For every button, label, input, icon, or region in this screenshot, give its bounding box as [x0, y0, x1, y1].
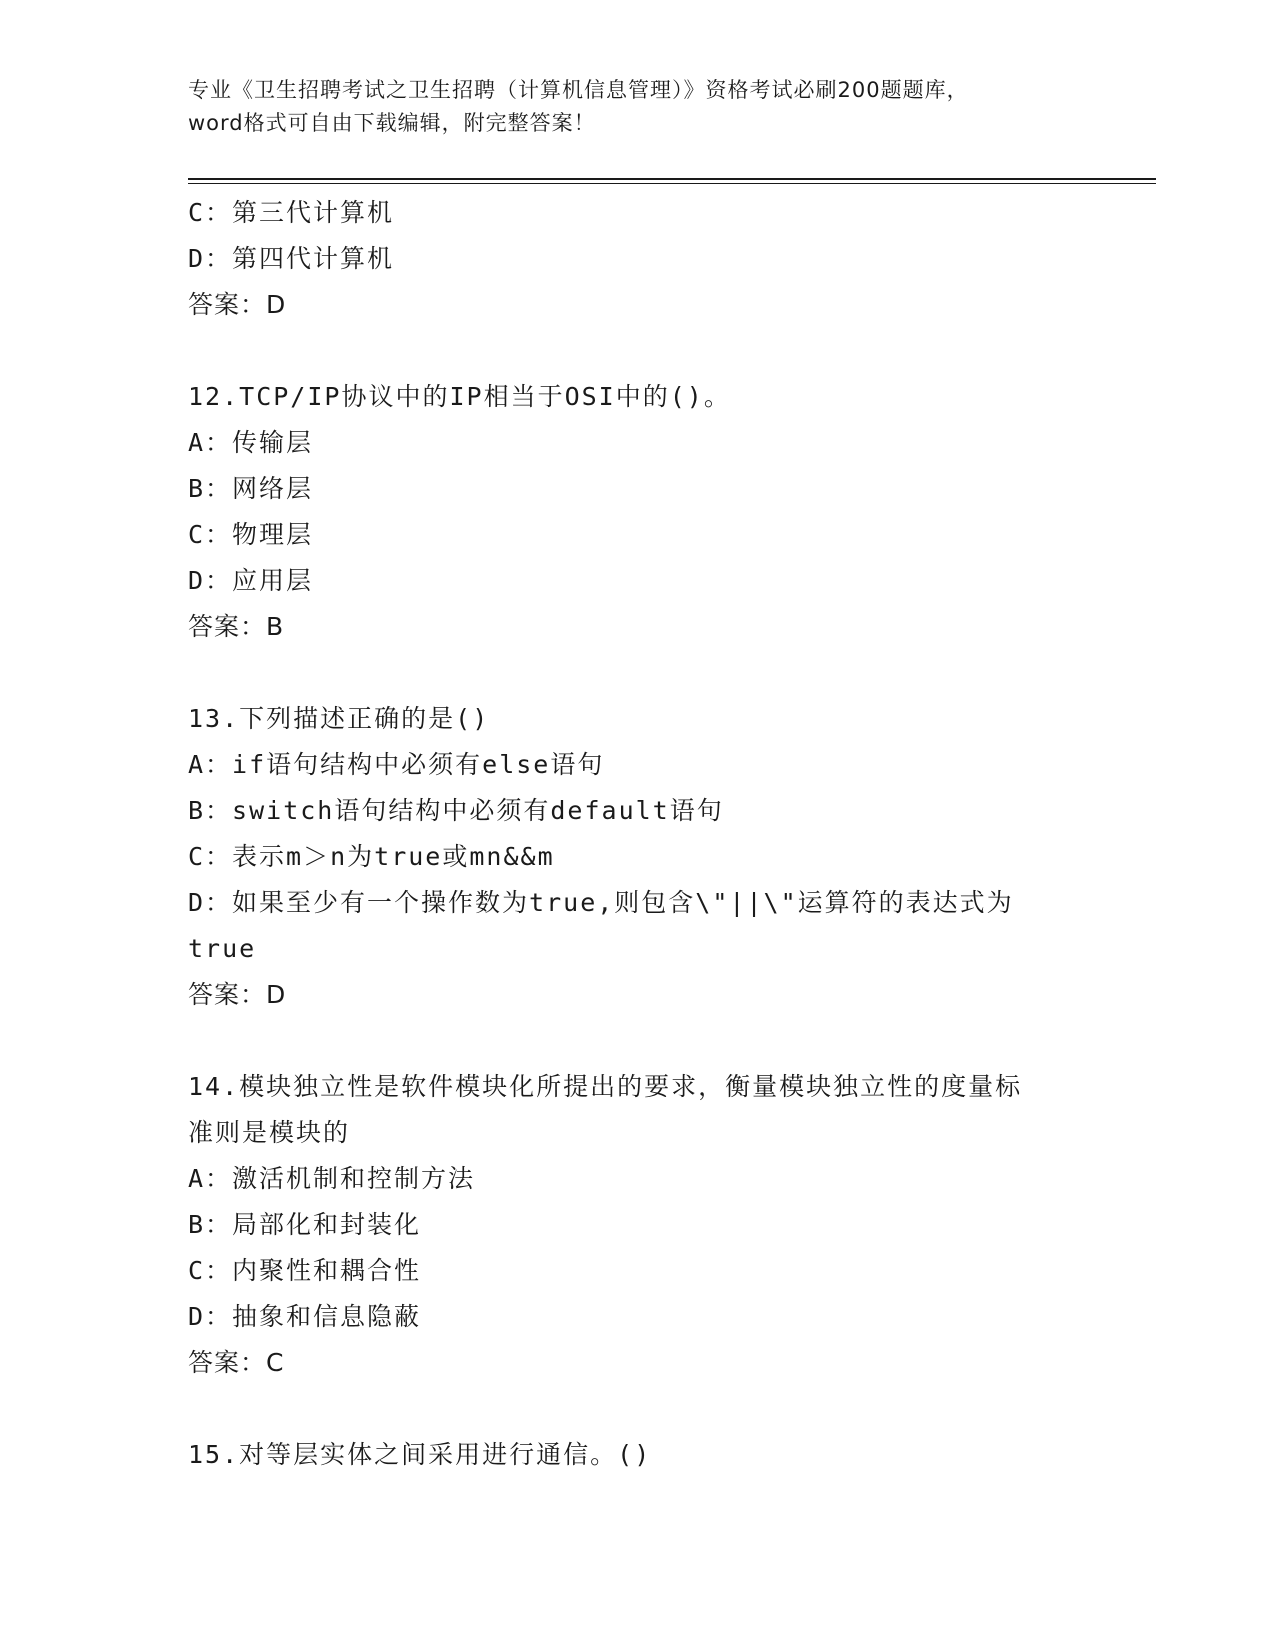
answer-line: 答案：D: [188, 290, 287, 319]
answer-line: 答案：D: [188, 980, 287, 1009]
question-spacer: [188, 650, 1088, 696]
header-divider: [188, 178, 1156, 180]
option-c: C：第三代计算机: [188, 198, 395, 227]
answer-line: 答案：C: [188, 1348, 285, 1377]
question-spacer: [188, 1018, 1088, 1064]
option-b: B：局部化和封装化: [188, 1210, 422, 1239]
option-c: C：内聚性和耦合性: [188, 1256, 422, 1285]
option-d-continued: true: [188, 934, 257, 963]
answer-line: 答案：B: [188, 612, 285, 641]
option-a: A：激活机制和控制方法: [188, 1164, 476, 1193]
option-d: D：应用层: [188, 566, 314, 595]
option-c: C：表示m＞n为true或mn&&m: [188, 842, 555, 871]
question-13: [188, 696, 1088, 1018]
header-line-1: 专业《卫生招聘考试之卫生招聘（计算机信息管理）》资格考试必刷200题题库，: [188, 78, 969, 102]
question-spacer: [188, 328, 1088, 374]
option-b: B：switch语句结构中必须有default语句: [188, 796, 724, 825]
option-d: D：抽象和信息隐蔽: [188, 1302, 422, 1331]
question-spacer: [188, 1386, 1088, 1432]
question-11-continuation: [188, 190, 1088, 328]
question-stem: 14.模块独立性是软件模块化所提出的要求，衡量模块独立性的度量标: [188, 1072, 1023, 1101]
question-14: [188, 1064, 1088, 1386]
option-a: A：if语句结构中必须有else语句: [188, 750, 605, 779]
option-d: D：第四代计算机: [188, 244, 395, 273]
question-stem-continued: 准则是模块的: [188, 1118, 351, 1147]
question-12: [188, 374, 1088, 650]
option-d: D：如果至少有一个操作数为true,则包含\"||\"运算符的表达式为: [188, 888, 1014, 917]
header-line-2: word格式可自由下载编辑，附完整答案！: [188, 111, 596, 135]
header-divider-thin: [188, 183, 1156, 184]
option-c: C：物理层: [188, 520, 314, 549]
question-stem: 15.对等层实体之间采用进行通信。(): [188, 1440, 652, 1469]
question-list: [188, 190, 1088, 1478]
option-b: B：网络层: [188, 474, 314, 503]
question-stem: 12.TCP/IP协议中的IP相当于OSI中的()。: [188, 382, 731, 411]
question-15: [188, 1432, 1088, 1478]
question-stem: 13.下列描述正确的是(): [188, 704, 490, 733]
option-a: A：传输层: [188, 428, 314, 457]
document-header: [188, 74, 1088, 140]
